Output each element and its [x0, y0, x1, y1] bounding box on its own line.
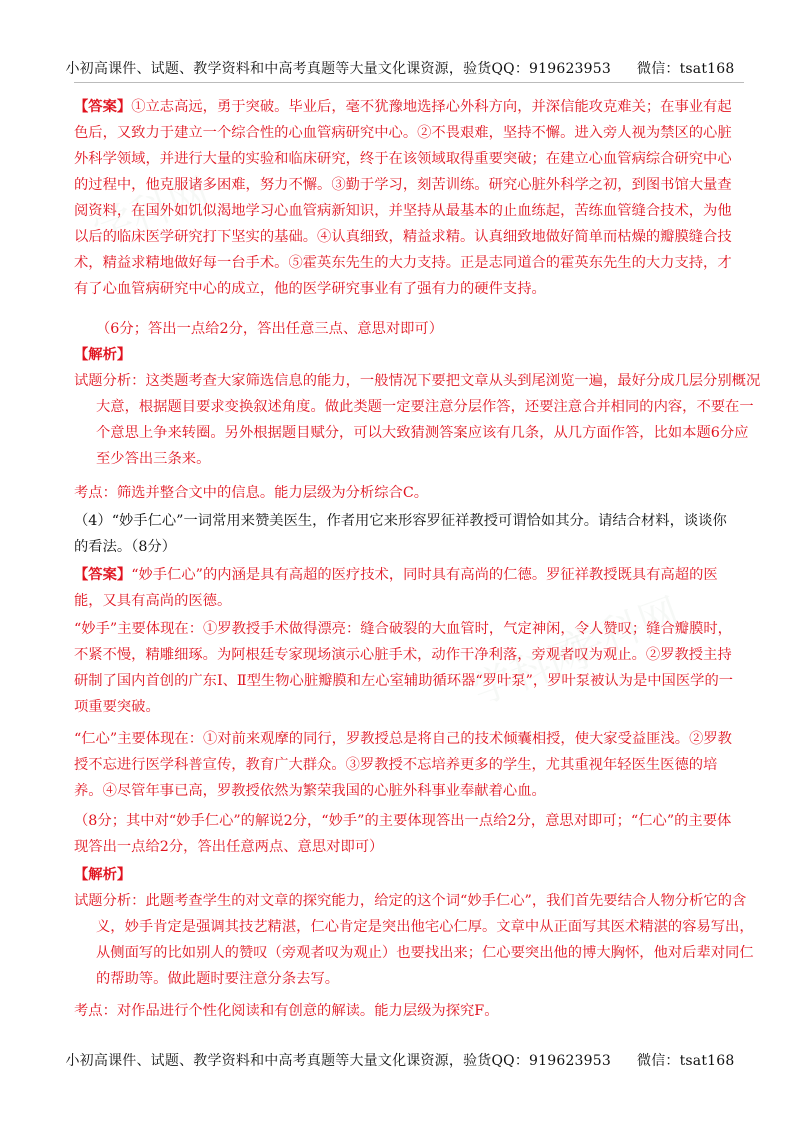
q4-analysis-tag: 【解析】 — [74, 867, 132, 883]
q3-kaodian: 考点：筛选并整合文中的信息。能力层级为分析综合C。 — [74, 485, 429, 501]
watermark: 学科网 — [86, 169, 216, 254]
q3-analysis: 试题分析：这类题考查大家筛选信息的能力，一般情况下要把文章从头到尾浏览一遍，最好分成几层分别概况大意，根据题目要求变换叙述角度。做此类题一定要注意分层作答，还要注意合并相同的内容，不要在一个意思上争来转圈。另外根据题目赋分，可以大致猜测答案应该有几条，从几方面作答，比如本题6分应至少答出三条来。 — [74, 373, 761, 467]
q4-question: （4）“妙手仁心”一词常用来赞美医生，作者用它来形容罗征祥教授可谓恰如其分。请结合材料，谈谈你的看法。（8分） — [74, 513, 727, 555]
q3-analysis-tag: 【解析】 — [74, 347, 132, 363]
header-wechat: 微信：tsat168 — [637, 61, 735, 77]
q4-answer — [74, 562, 740, 614]
q4-answer-tag: 【答案】 — [74, 567, 132, 583]
q4-kaodian: 考点：对作品进行个性化阅读和有创意的解读。能力层级为探究F。 — [74, 1003, 499, 1019]
watermark: 学科网 — [466, 629, 596, 714]
q4-answer-text: “妙手仁心”的内涵是具有高超的医疗技术，同时具有高尚的仁德。罗征祥教授既具有高超的医能，又具有高尚的医德。 — [74, 567, 718, 609]
watermark: 学科网 — [556, 589, 686, 674]
header-text: 小初高课件、试题、教学资料和中高考真题等大量文化课资源，验货QQ：919623953 — [65, 61, 611, 77]
q3-answer-tag: 【答案】 — [74, 99, 132, 115]
page-header — [0, 58, 800, 78]
page-footer — [0, 1050, 800, 1070]
footer-wechat: 微信：tsat168 — [637, 1053, 735, 1069]
q4-miaoshou: “妙手”主要体现在：①罗教授手术做得漂亮：缝合破裂的大血管时，气定神闲，令人赞叹；缝合瓣膜时，不紧不慢，精雕细琢。为阿根廷专家现场演示心脏手术，动作干净利落，旁观者叹为观止。②罗教授主持研制了国内首创的广东Ⅰ、Ⅱ型生物心脏瓣膜和左心室辅助循环器“罗叶泵”，罗叶泵被认为是中国医学的一项重要突破。 — [74, 621, 734, 715]
footer-text: 小初高课件、试题、教学资料和中高考真题等大量文化课资源，验货QQ：919623953 — [65, 1053, 611, 1069]
q4-analysis: 试题分析：此题考查学生的对文章的探究能力，给定的这个词“妙手仁心”，我们首先要结合人物分析它的含义，妙手肯定是强调其技艺精湛，仁心肯定是突出他宅心仁厚。文章中从正面写其医术精湛的容易写出，从侧面写的比如别人的赞叹（旁观者叹为观止）也要找出来；仁心要突出他的博大胸怀，他对后辈对同仁的帮助等。做此题时要注意分条去写。 — [74, 893, 754, 987]
q3-answer — [74, 94, 740, 302]
q3-score-note: （6分；答出一点给2分，答出任意三点、意思对即可） — [96, 321, 444, 337]
q4-renxin: “仁心”主要体现在：①对前来观摩的同行，罗教授总是将自己的技术倾囊相授，使大家受益匪浅。②罗教授不忘进行医学科普宣传，教育广大群众。③罗教授不忘培养更多的学生，尤其重视年轻医生医德的培养。④尽管年事已高，罗教授依然为繁荣我国的心脏外科事业奉献着心血。 — [74, 731, 732, 799]
header-divider — [74, 82, 744, 83]
q4-score-note: （8分；其中对“妙手仁心”的解说2分，“妙手”的主要体现答出一点给2分，意思对即可；“仁心”的主要体现答出一点给2分，答出任意两点、意思对即可） — [74, 813, 732, 855]
q3-answer-text: ①立志高远，勇于突破。毕业后，毫不犹豫地选择心外科方向，并深信能攻克难关；在事业有起色后，又致力于建立一个综合性的心血管病研究中心。②不畏艰难，坚持不懈。进入旁人视为禁区的心脏外科学领域，并进行大量的实验和临床研究，终于在该领域取得重要突破；在建立心血管病综合研究中心的过程中，他克服诸多困难，努力不懈。③勤于学习，刻苦训练。研究心脏外科学之初，到图书馆大量查阅资料，在国外如饥似渴地学习心血管病新知识，并坚持从最基本的止血练起，苦练血管缝合技术，为他以后的临床医学研究打下坚实的基础。④认真细致，精益求精。认真细致地做好简单而枯燥的瓣膜缝合技术，精益求精地做好每一台手术。⑤霍英东先生的大力支持。正是志同道合的霍英东先生的大力支持，才有了心血管病研究中心的成立，他的医学研究事业有了强有力的硬件支持。 — [74, 99, 732, 297]
